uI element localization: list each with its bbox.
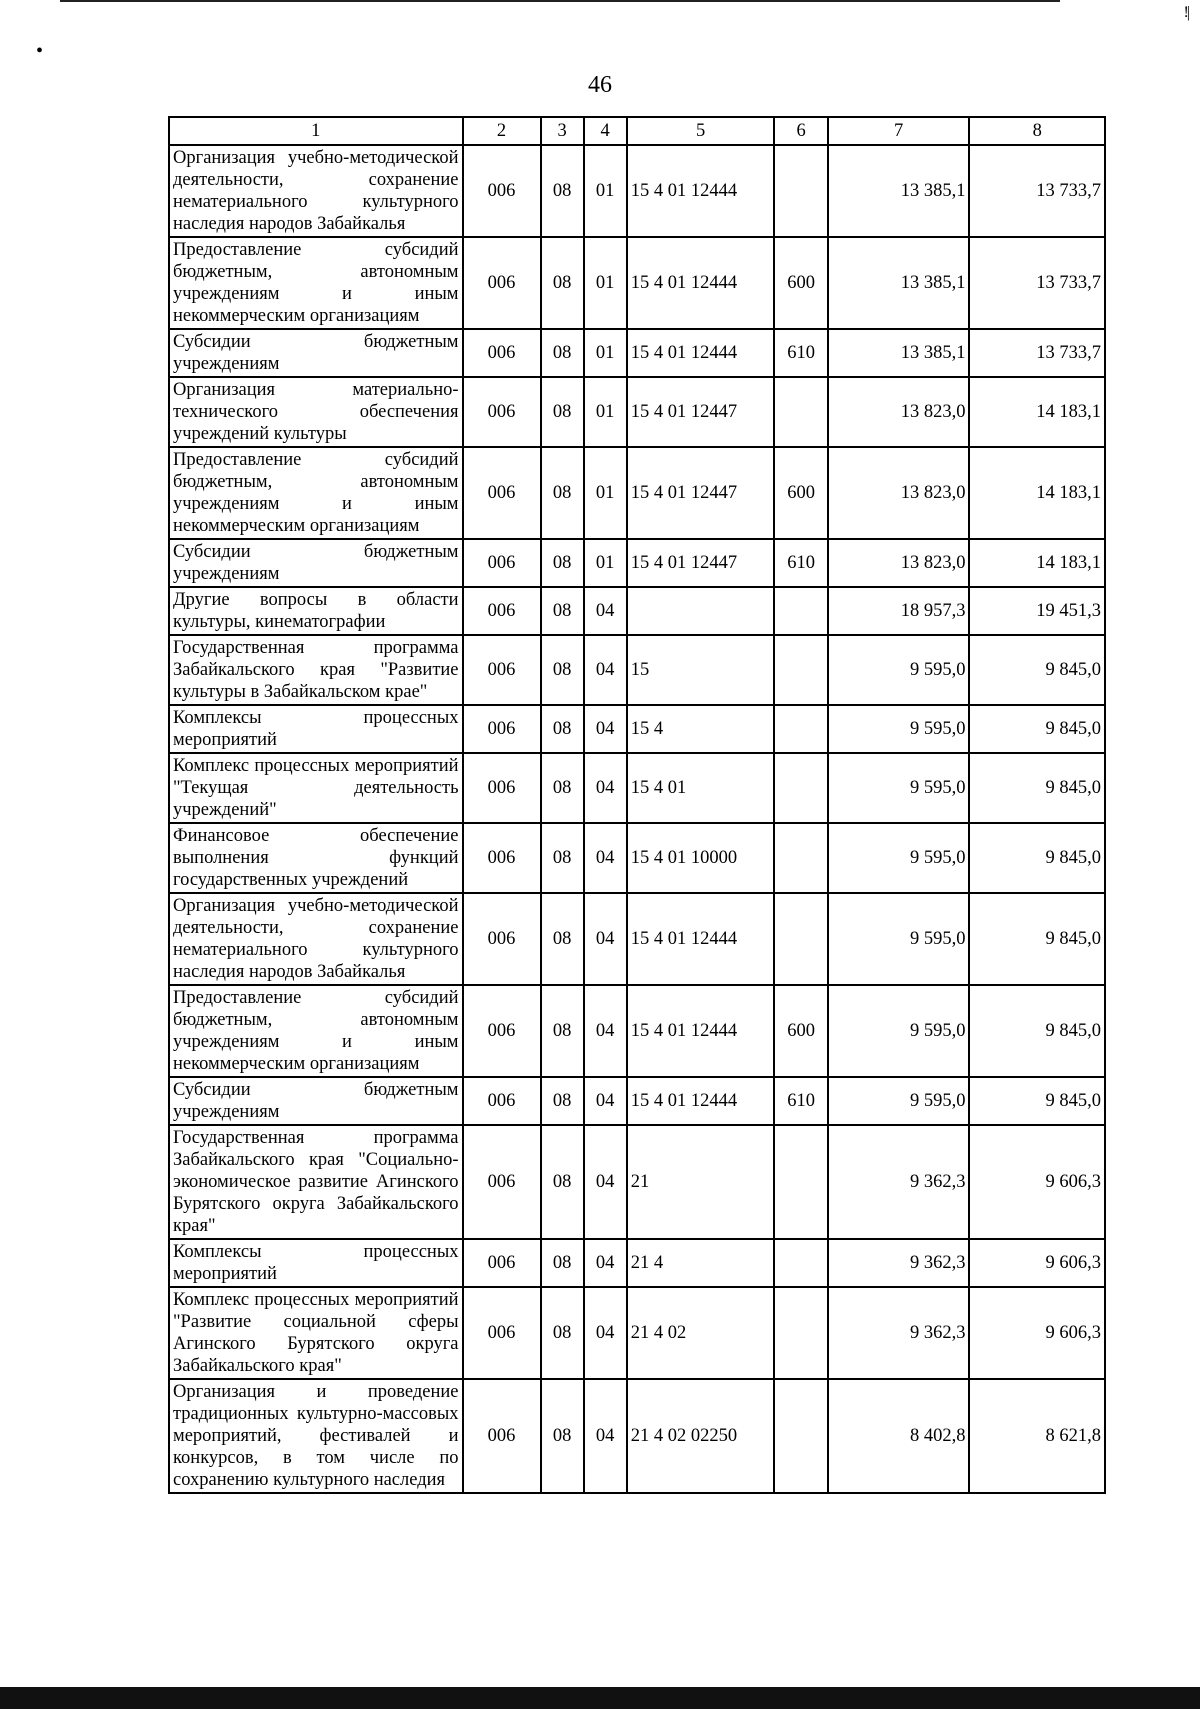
- target-article-cell: 15 4 01 10000: [627, 823, 775, 893]
- target-article-cell: 21 4 02: [627, 1287, 775, 1379]
- row-name-cell: Организация и проведение традиционных культурно-массовых мероприятий, фестивалей и конкурсов, в том числе по сохранению культурного наследия: [169, 1379, 463, 1493]
- table-row: [169, 329, 1105, 377]
- section-code-cell: 08: [541, 447, 584, 539]
- scan-top-rule: [60, 0, 1060, 2]
- subsection-code-cell: 04: [584, 753, 627, 823]
- row-name-cell: Другие вопросы в области культуры, кинематографии: [169, 587, 463, 635]
- expense-type-cell: [774, 1239, 827, 1287]
- expense-type-cell: 610: [774, 1077, 827, 1125]
- column-header: 5: [627, 117, 775, 145]
- amount-col8-cell: 13 733,7: [969, 237, 1105, 329]
- amount-col7-cell: 9 595,0: [828, 705, 970, 753]
- table-row: [169, 1239, 1105, 1287]
- subsection-code-cell: 01: [584, 329, 627, 377]
- expense-type-cell: [774, 823, 827, 893]
- section-code-cell: 08: [541, 635, 584, 705]
- amount-col8-cell: 14 183,1: [969, 539, 1105, 587]
- subsection-code-cell: 04: [584, 587, 627, 635]
- amount-col7-cell: 18 957,3: [828, 587, 970, 635]
- subsection-code-cell: 04: [584, 823, 627, 893]
- table-row: [169, 539, 1105, 587]
- table-row: [169, 705, 1105, 753]
- ministry-code-cell: 006: [463, 1239, 541, 1287]
- page-number: 46: [588, 72, 612, 98]
- section-code-cell: 08: [541, 587, 584, 635]
- target-article-cell: [627, 587, 775, 635]
- ministry-code-cell: 006: [463, 145, 541, 237]
- row-name-cell: Комплекс процессных мероприятий "Развитие социальной сферы Агинского Бурятского округа Забайкальского края": [169, 1287, 463, 1379]
- table-row: [169, 237, 1105, 329]
- table-row: [169, 587, 1105, 635]
- expense-type-cell: 610: [774, 539, 827, 587]
- subsection-code-cell: 04: [584, 985, 627, 1077]
- row-name-cell: Государственная программа Забайкальского края "Социально-экономическое развитие Агинского Бурятского округа Забайкальского края": [169, 1125, 463, 1239]
- amount-col8-cell: 9 845,0: [969, 705, 1105, 753]
- section-code-cell: 08: [541, 237, 584, 329]
- target-article-cell: 15 4 01 12447: [627, 539, 775, 587]
- section-code-cell: 08: [541, 1287, 584, 1379]
- target-article-cell: 15 4 01 12447: [627, 377, 775, 447]
- subsection-code-cell: 04: [584, 1077, 627, 1125]
- row-name-cell: Предоставление субсидий бюджетным, автономным учреждениям и иным некоммерческим организациям: [169, 447, 463, 539]
- amount-col8-cell: 8 621,8: [969, 1379, 1105, 1493]
- table-row: [169, 1077, 1105, 1125]
- column-header: 1: [169, 117, 463, 145]
- target-article-cell: 15: [627, 635, 775, 705]
- expense-type-cell: [774, 1287, 827, 1379]
- ministry-code-cell: 006: [463, 1287, 541, 1379]
- ministry-code-cell: 006: [463, 1379, 541, 1493]
- target-article-cell: 15 4 01 12444: [627, 145, 775, 237]
- expense-type-cell: [774, 377, 827, 447]
- ministry-code-cell: 006: [463, 985, 541, 1077]
- section-code-cell: 08: [541, 145, 584, 237]
- ministry-code-cell: 006: [463, 1125, 541, 1239]
- amount-col8-cell: 13 733,7: [969, 329, 1105, 377]
- table-row: [169, 1125, 1105, 1239]
- section-code-cell: 08: [541, 377, 584, 447]
- budget-table: [168, 116, 1106, 1494]
- target-article-cell: 15 4: [627, 705, 775, 753]
- amount-col7-cell: 9 362,3: [828, 1287, 970, 1379]
- amount-col7-cell: 9 362,3: [828, 1125, 970, 1239]
- amount-col8-cell: 14 183,1: [969, 377, 1105, 447]
- subsection-code-cell: 01: [584, 237, 627, 329]
- ministry-code-cell: 006: [463, 1077, 541, 1125]
- amount-col8-cell: 9 606,3: [969, 1125, 1105, 1239]
- ministry-code-cell: 006: [463, 893, 541, 985]
- ministry-code-cell: 006: [463, 705, 541, 753]
- column-header: 2: [463, 117, 541, 145]
- expense-type-cell: [774, 893, 827, 985]
- amount-col8-cell: 9 845,0: [969, 753, 1105, 823]
- amount-col7-cell: 9 595,0: [828, 635, 970, 705]
- amount-col7-cell: 9 595,0: [828, 753, 970, 823]
- row-name-cell: Предоставление субсидий бюджетным, автономным учреждениям и иным некоммерческим организациям: [169, 237, 463, 329]
- ministry-code-cell: 006: [463, 539, 541, 587]
- amount-col7-cell: 13 823,0: [828, 447, 970, 539]
- row-name-cell: Субсидии бюджетным учреждениям: [169, 329, 463, 377]
- section-code-cell: 08: [541, 823, 584, 893]
- row-name-cell: Комплекс процессных мероприятий "Текущая деятельность учреждений": [169, 753, 463, 823]
- scan-edge-marks: !|: [1183, 4, 1188, 21]
- ministry-code-cell: 006: [463, 237, 541, 329]
- row-name-cell: Субсидии бюджетным учреждениям: [169, 1077, 463, 1125]
- row-name-cell: Предоставление субсидий бюджетным, автономным учреждениям и иным некоммерческим организациям: [169, 985, 463, 1077]
- subsection-code-cell: 04: [584, 1379, 627, 1493]
- amount-col7-cell: 8 402,8: [828, 1379, 970, 1493]
- section-code-cell: 08: [541, 1379, 584, 1493]
- amount-col7-cell: 13 385,1: [828, 237, 970, 329]
- column-header: 8: [969, 117, 1105, 145]
- section-code-cell: 08: [541, 985, 584, 1077]
- amount-col8-cell: 9 845,0: [969, 985, 1105, 1077]
- column-header: 3: [541, 117, 584, 145]
- target-article-cell: 15 4 01: [627, 753, 775, 823]
- amount-col7-cell: 9 595,0: [828, 1077, 970, 1125]
- column-header: 7: [828, 117, 970, 145]
- ministry-code-cell: 006: [463, 635, 541, 705]
- expense-type-cell: [774, 145, 827, 237]
- row-name-cell: Организация материально-технического обеспечения учреждений культуры: [169, 377, 463, 447]
- section-code-cell: 08: [541, 705, 584, 753]
- section-code-cell: 08: [541, 1239, 584, 1287]
- amount-col7-cell: 9 595,0: [828, 985, 970, 1077]
- section-code-cell: 08: [541, 329, 584, 377]
- section-code-cell: 08: [541, 893, 584, 985]
- row-name-cell: Комплексы процессных мероприятий: [169, 705, 463, 753]
- amount-col8-cell: 9 606,3: [969, 1239, 1105, 1287]
- expense-type-cell: [774, 705, 827, 753]
- amount-col8-cell: 9 606,3: [969, 1287, 1105, 1379]
- target-article-cell: 21 4: [627, 1239, 775, 1287]
- ministry-code-cell: 006: [463, 447, 541, 539]
- row-name-cell: Финансовое обеспечение выполнения функций государственных учреждений: [169, 823, 463, 893]
- row-name-cell: Государственная программа Забайкальского края "Развитие культуры в Забайкальском крае": [169, 635, 463, 705]
- table-body: [169, 117, 1105, 1493]
- row-name-cell: Организация учебно-методической деятельности, сохранение нематериального культурного наследия народов Забайкалья: [169, 145, 463, 237]
- ministry-code-cell: 006: [463, 587, 541, 635]
- amount-col7-cell: 13 385,1: [828, 329, 970, 377]
- target-article-cell: 15 4 01 12444: [627, 985, 775, 1077]
- ministry-code-cell: 006: [463, 823, 541, 893]
- expense-type-cell: [774, 1379, 827, 1493]
- target-article-cell: 21: [627, 1125, 775, 1239]
- target-article-cell: 15 4 01 12447: [627, 447, 775, 539]
- subsection-code-cell: 04: [584, 705, 627, 753]
- amount-col7-cell: 9 595,0: [828, 893, 970, 985]
- table-row: [169, 1379, 1105, 1493]
- expense-type-cell: 600: [774, 447, 827, 539]
- amount-col7-cell: 13 823,0: [828, 377, 970, 447]
- amount-col8-cell: 9 845,0: [969, 635, 1105, 705]
- section-code-cell: 08: [541, 1077, 584, 1125]
- table-row: [169, 985, 1105, 1077]
- table-row: [169, 145, 1105, 237]
- expense-type-cell: 600: [774, 985, 827, 1077]
- expense-type-cell: [774, 635, 827, 705]
- expense-type-cell: [774, 1125, 827, 1239]
- ministry-code-cell: 006: [463, 329, 541, 377]
- column-header: 4: [584, 117, 627, 145]
- row-name-cell: Комплексы процессных мероприятий: [169, 1239, 463, 1287]
- subsection-code-cell: 04: [584, 1125, 627, 1239]
- expense-type-cell: 600: [774, 237, 827, 329]
- subsection-code-cell: 04: [584, 893, 627, 985]
- ministry-code-cell: 006: [463, 377, 541, 447]
- column-header-row: [169, 117, 1105, 145]
- expense-type-cell: 610: [774, 329, 827, 377]
- section-code-cell: 08: [541, 753, 584, 823]
- target-article-cell: 15 4 01 12444: [627, 329, 775, 377]
- target-article-cell: 15 4 01 12444: [627, 1077, 775, 1125]
- subsection-code-cell: 01: [584, 447, 627, 539]
- ministry-code-cell: 006: [463, 753, 541, 823]
- table-row: [169, 753, 1105, 823]
- amount-col8-cell: 9 845,0: [969, 1077, 1105, 1125]
- amount-col7-cell: 13 823,0: [828, 539, 970, 587]
- table-row: [169, 635, 1105, 705]
- table-row: [169, 1287, 1105, 1379]
- subsection-code-cell: 01: [584, 377, 627, 447]
- table-row: [169, 447, 1105, 539]
- subsection-code-cell: 01: [584, 539, 627, 587]
- table-row: [169, 893, 1105, 985]
- table-row: [169, 823, 1105, 893]
- scan-dot-mark: •: [36, 40, 44, 62]
- amount-col8-cell: 13 733,7: [969, 145, 1105, 237]
- subsection-code-cell: 04: [584, 1239, 627, 1287]
- section-code-cell: 08: [541, 539, 584, 587]
- amount-col8-cell: 9 845,0: [969, 823, 1105, 893]
- amount-col8-cell: 14 183,1: [969, 447, 1105, 539]
- table-row: [169, 377, 1105, 447]
- amount-col8-cell: 19 451,3: [969, 587, 1105, 635]
- section-code-cell: 08: [541, 1125, 584, 1239]
- amount-col7-cell: 9 595,0: [828, 823, 970, 893]
- subsection-code-cell: 04: [584, 635, 627, 705]
- expense-type-cell: [774, 587, 827, 635]
- subsection-code-cell: 04: [584, 1287, 627, 1379]
- scan-bottom-bar: [0, 1687, 1200, 1709]
- amount-col7-cell: 13 385,1: [828, 145, 970, 237]
- column-header: 6: [774, 117, 827, 145]
- expense-type-cell: [774, 753, 827, 823]
- target-article-cell: 21 4 02 02250: [627, 1379, 775, 1493]
- row-name-cell: Субсидии бюджетным учреждениям: [169, 539, 463, 587]
- target-article-cell: 15 4 01 12444: [627, 237, 775, 329]
- amount-col7-cell: 9 362,3: [828, 1239, 970, 1287]
- amount-col8-cell: 9 845,0: [969, 893, 1105, 985]
- target-article-cell: 15 4 01 12444: [627, 893, 775, 985]
- row-name-cell: Организация учебно-методической деятельности, сохранение нематериального культурного наследия народов Забайкалья: [169, 893, 463, 985]
- subsection-code-cell: 01: [584, 145, 627, 237]
